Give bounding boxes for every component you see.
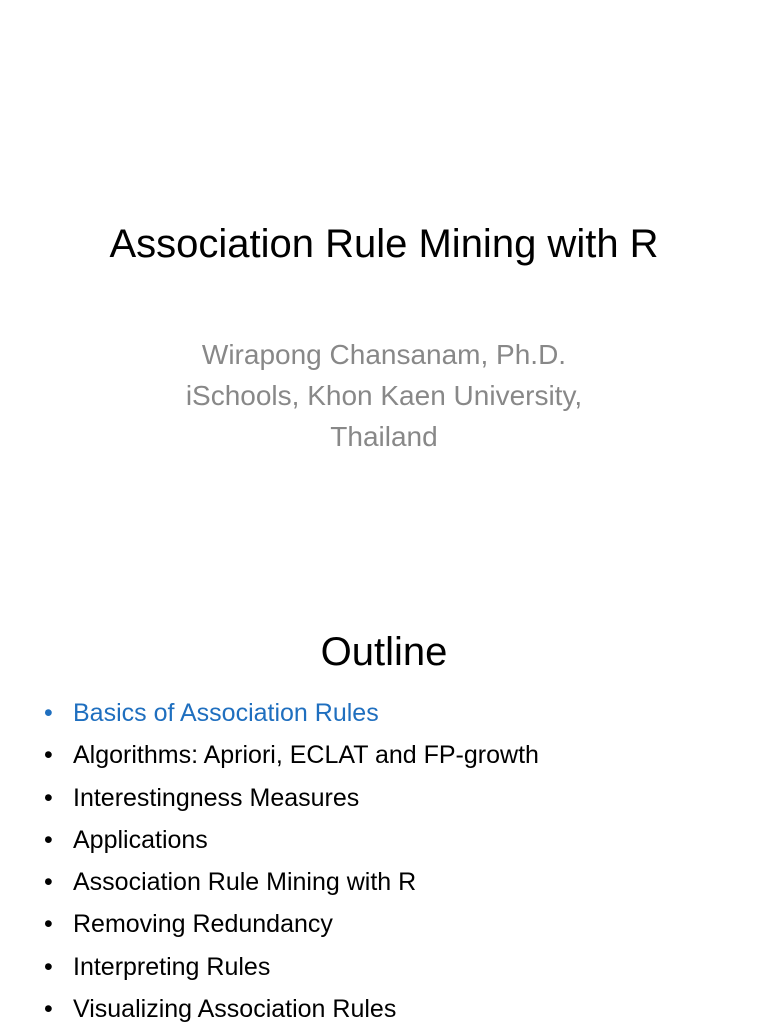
outline-item [44, 777, 539, 819]
outline-item [44, 692, 539, 734]
outline-heading: Outline [320, 630, 448, 674]
bullet-icon: • [44, 699, 53, 727]
bullet-icon: • [44, 952, 53, 981]
bullet-icon: • [44, 995, 53, 1024]
outline-item [44, 734, 539, 776]
outline-slide [0, 576, 768, 1024]
outline-item [44, 946, 539, 988]
outline-item-label: Basics of Association Rules [73, 699, 379, 727]
outline-list [44, 692, 539, 1024]
outline-item-label: Removing Redundancy [73, 910, 333, 939]
outline-item-label: Interpreting Rules [73, 952, 271, 981]
bullet-icon: • [44, 741, 53, 770]
bullet-icon: • [44, 868, 53, 897]
slide-subtitle [0, 334, 768, 457]
outline-item-label: Interestingness Measures [73, 783, 360, 812]
outline-item [44, 903, 539, 945]
outline-item-label: Applications [73, 825, 208, 854]
subtitle-author: Wirapong Chansanam, Ph.D. [201, 339, 567, 370]
outline-item [44, 819, 539, 861]
subtitle-affiliation: iSchools, Khon Kaen University, [185, 380, 583, 411]
outline-item [44, 861, 539, 903]
outline-item-label: Visualizing Association Rules [73, 995, 397, 1024]
outline-item [44, 988, 539, 1024]
bullet-icon: • [44, 910, 53, 939]
bullet-icon: • [44, 783, 53, 812]
subtitle-country: Thailand [330, 421, 438, 452]
bullet-icon: • [44, 825, 53, 854]
outline-item-label: Association Rule Mining with R [73, 868, 417, 897]
outline-item-label: Algorithms: Apriori, ECLAT and FP-growth [73, 741, 539, 770]
slide-title: Association Rule Mining with R [109, 222, 659, 266]
